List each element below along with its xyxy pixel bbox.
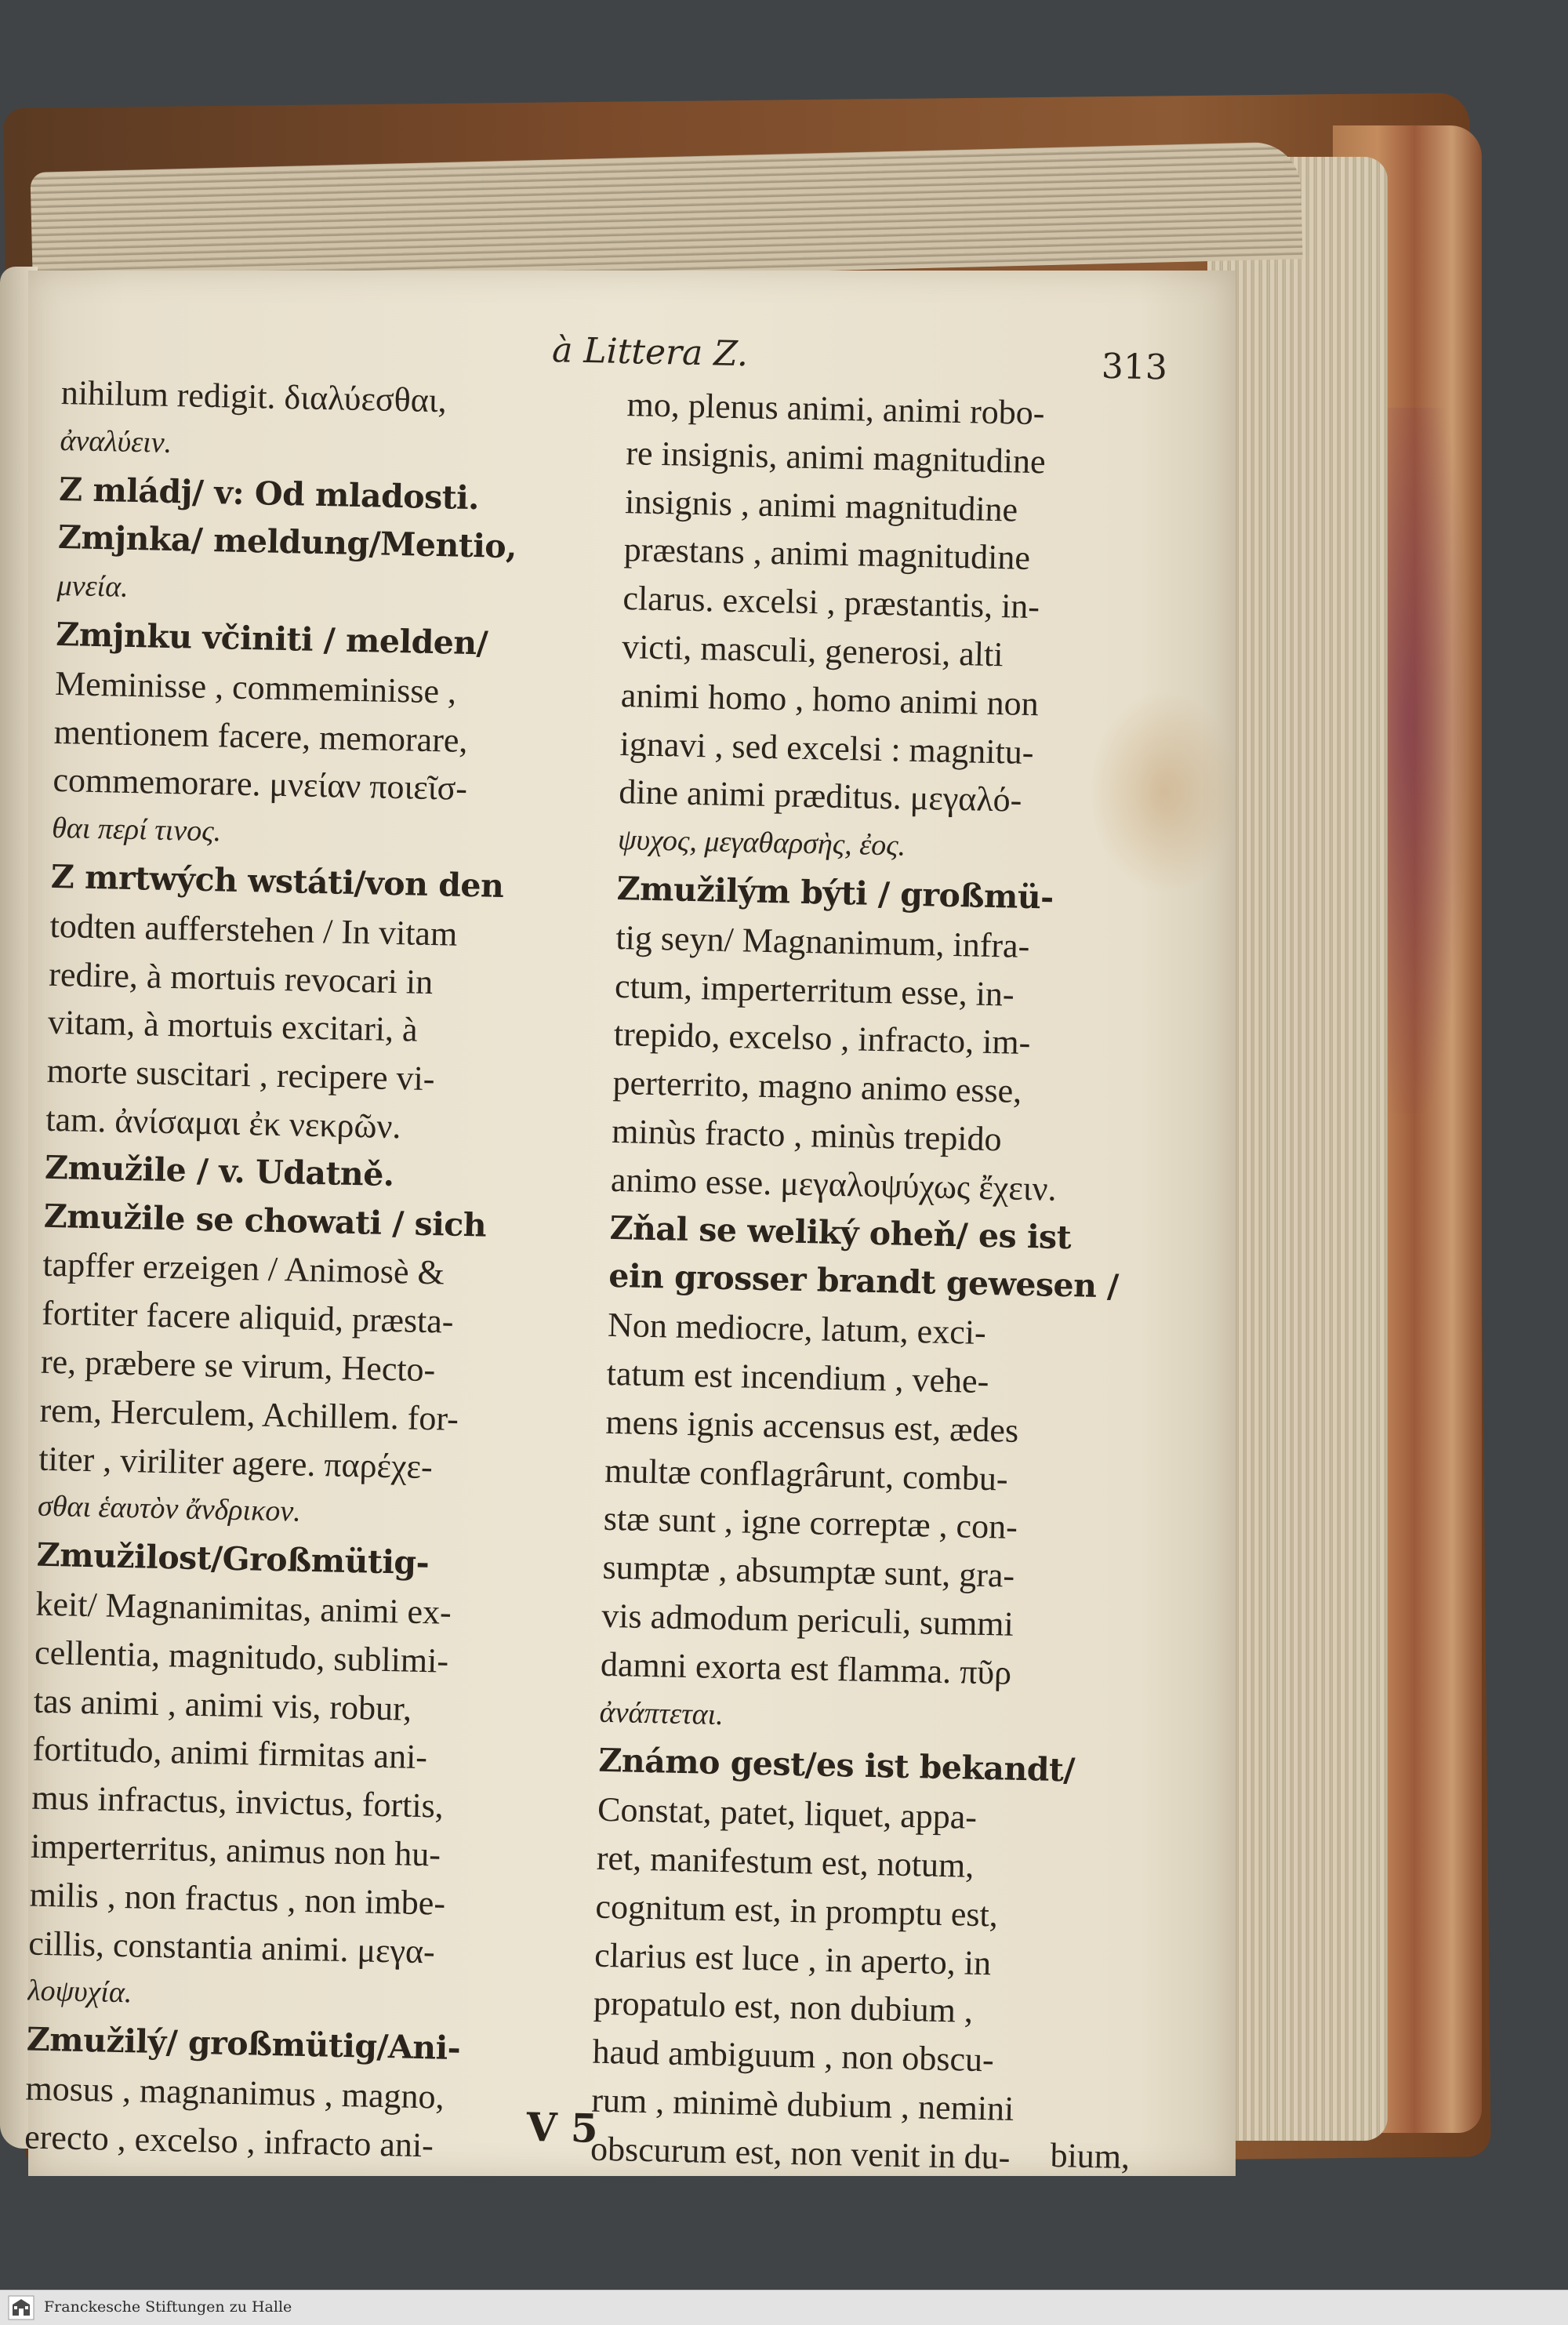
dictionary-text-line: tam. ἀνίσαμαι ἐκ νεκρῶν. — [45, 1099, 401, 1146]
dictionary-text-line: fortitudo, animi firmitas ani- — [32, 1729, 428, 1777]
dictionary-text-line: morte suscitari , recipere vi- — [46, 1051, 435, 1099]
dictionary-headword: Z mrtwých wstáti/von den — [50, 857, 504, 905]
dictionary-text-line: rum , minimè dubium , nemini — [590, 2080, 1014, 2128]
dictionary-text-line: imperterritus, animus non hu- — [30, 1826, 441, 1874]
dictionary-headword: Zmužilý/ großmütig/Ani- — [26, 2020, 461, 2068]
dictionary-text-line: tas animi , animi vis, robur, — [33, 1681, 412, 1728]
franckesche-stiftungen-logo-icon — [8, 2295, 34, 2320]
dictionary-text-line: tig seyn/ Magnanimum, infra- — [615, 917, 1030, 965]
institution-name: Franckesche Stiftungen zu Halle — [44, 2298, 292, 2316]
dictionary-text-line: θαι περί τινος. — [51, 812, 222, 848]
running-header: à Littera Z. — [551, 330, 749, 375]
dictionary-text-line: mentionem facere, memorare, — [53, 712, 468, 760]
dictionary-text-line: ψυχος, μεγαθαρσὴς, ἐος. — [617, 823, 906, 863]
dictionary-text-line: redire, à mortuis revocari in — [48, 954, 434, 1001]
dictionary-text-line: perterrito, magno animo esse, — [612, 1063, 1022, 1110]
dictionary-text-line: mosus , magnanimus , magno, — [25, 2069, 445, 2116]
dictionary-text-line: insignis , animi magnitudine — [624, 481, 1018, 529]
dictionary-text-line: todten aufferstehen / In vitam — [49, 906, 458, 954]
dictionary-headword: Známo gest/es ist bekandt/ — [598, 1742, 1076, 1789]
dictionary-text-line: ctum, imperterritum esse, in- — [614, 966, 1015, 1014]
dictionary-text-line: stæ sunt , igne correptæ , con- — [603, 1499, 1018, 1547]
dictionary-text-line: milis , non fractus , non imbe- — [29, 1875, 446, 1923]
dictionary-text-line: animo esse. μεγαλοψύχως ἔχειν. — [610, 1160, 1058, 1208]
dictionary-text-line: rem, Herculem, Achillem. for- — [39, 1390, 459, 1438]
dictionary-text-line: mo, plenus animi, animi robo- — [626, 385, 1045, 433]
dictionary-headword: Zmužile se chowati / sich — [43, 1197, 487, 1244]
dictionary-text-line: μνεία. — [56, 569, 129, 605]
dictionary-text-line: ἀναλύειν. — [60, 423, 172, 460]
page-number: 313 — [1101, 346, 1168, 388]
dictionary-text-line: dine animi præditus. μεγαλό- — [618, 772, 1022, 820]
dictionary-text-line: propatulo est, non dubium , — [593, 1983, 974, 2031]
dictionary-headword: Zmužile / v. Udatně. — [44, 1148, 395, 1193]
dictionary-text-line: nihilum redigit. διαλύεσθαι, — [60, 372, 448, 420]
dictionary-text-line: fortiter facere aliquid, præsta- — [41, 1293, 455, 1341]
dictionary-text-line: re insignis, animi magnitudine — [625, 433, 1047, 481]
signature-mark: V 5 — [526, 2103, 599, 2152]
dictionary-text-line: vis admodum periculi, summi — [601, 1596, 1014, 1644]
dictionary-headword: Zmjnku včiniti / melden/ — [55, 615, 488, 663]
dictionary-text-line: cillis, constantia animi. μεγα- — [27, 1924, 436, 1971]
dictionary-text-line: sumptæ , absumptæ sunt, gra- — [602, 1547, 1015, 1595]
dictionary-text-line: titer , viriliter agere. παρέχε- — [38, 1439, 434, 1486]
dictionary-headword: Zmjnka/ meldung/Mentio, — [57, 518, 517, 566]
dictionary-text-line: Non mediocre, latum, exci- — [607, 1305, 987, 1353]
dictionary-text-line: commemorare. μνείαν ποιεῖσ- — [53, 761, 468, 808]
dictionary-text-line: σθαι ἑαυτὸν ἄνδρικον. — [37, 1489, 302, 1529]
dictionary-text-line: clarus. excelsi , præstantis, in- — [622, 579, 1040, 627]
dictionary-text-line: haud ambiguum , non obscu- — [592, 2032, 995, 2080]
dictionary-text-line: tapffer erzeigen / Animosè & — [42, 1245, 445, 1292]
dictionary-text-line: victi, masculi, generosi, alti — [621, 627, 1004, 674]
dictionary-headword: Z mládj/ v: Od mladosti. — [58, 470, 480, 517]
dictionary-text-line: præstans , animi magnitudine — [623, 530, 1031, 578]
dictionary-text-line: ἀνάπτεται. — [599, 1695, 724, 1731]
dictionary-text-line: clarius est luce , in aperto, in — [593, 1935, 992, 1982]
dictionary-text-line: re, præbere se virum, Hecto- — [40, 1342, 436, 1390]
dictionary-text-line: ignavi , sed excelsi : magnitu- — [619, 724, 1034, 772]
dictionary-text-line: cognitum est, in promptu est, — [595, 1887, 999, 1934]
dictionary-text-line: mus infractus, invictus, fortis, — [31, 1778, 445, 1825]
dictionary-text-line: mens ignis accensus est, ædes — [605, 1402, 1019, 1450]
dictionary-text-line: obscurum est, non venit in du- — [590, 2129, 1011, 2177]
dictionary-text-line: vitam, à mortuis excitari, à — [47, 1003, 419, 1050]
dictionary-text-line: λοψυχία. — [27, 1974, 132, 2010]
dictionary-text-line: animi homo , homo animi non — [620, 675, 1040, 723]
viewer-footer — [0, 2290, 1568, 2325]
dictionary-headword: ein grosser brandt gewesen / — [608, 1257, 1120, 1306]
dictionary-headword: Zmužilým býti / großmü- — [616, 869, 1054, 917]
dictionary-text-line: ret, manifestum est, notum, — [596, 1838, 975, 1885]
catchword: bium, — [1050, 2135, 1131, 2177]
dictionary-text-line: keit/ Magnanimitas, animi ex- — [35, 1584, 452, 1632]
dictionary-text-line: tatum est incendium , vehe- — [606, 1353, 989, 1400]
dictionary-text-line: Meminisse , commeminisse , — [54, 663, 457, 711]
dictionary-headword: Zmužilost/Großmütig- — [36, 1535, 430, 1582]
right-column — [590, 380, 1145, 2184]
left-column — [24, 369, 579, 2172]
page-text — [24, 314, 1176, 2177]
dictionary-text-line: Constat, patet, liquet, appa- — [597, 1789, 978, 1836]
dictionary-text-line: trepido, excelso , infracto, im- — [613, 1015, 1031, 1063]
dictionary-text-line: damni exorta est flamma. πῦρ — [600, 1644, 1012, 1692]
dictionary-text-line: multæ conflagrârunt, combu- — [604, 1451, 1009, 1499]
dictionary-text-line: cellentia, magnitudo, sublimi- — [34, 1633, 449, 1680]
dictionary-text-line: erecto , excelso , infracto ani- — [24, 2117, 434, 2165]
dictionary-text-line: minùs fracto , minùs trepido — [611, 1111, 1003, 1159]
dictionary-headword: Zňal se weliký oheň/ es ist — [609, 1208, 1072, 1256]
